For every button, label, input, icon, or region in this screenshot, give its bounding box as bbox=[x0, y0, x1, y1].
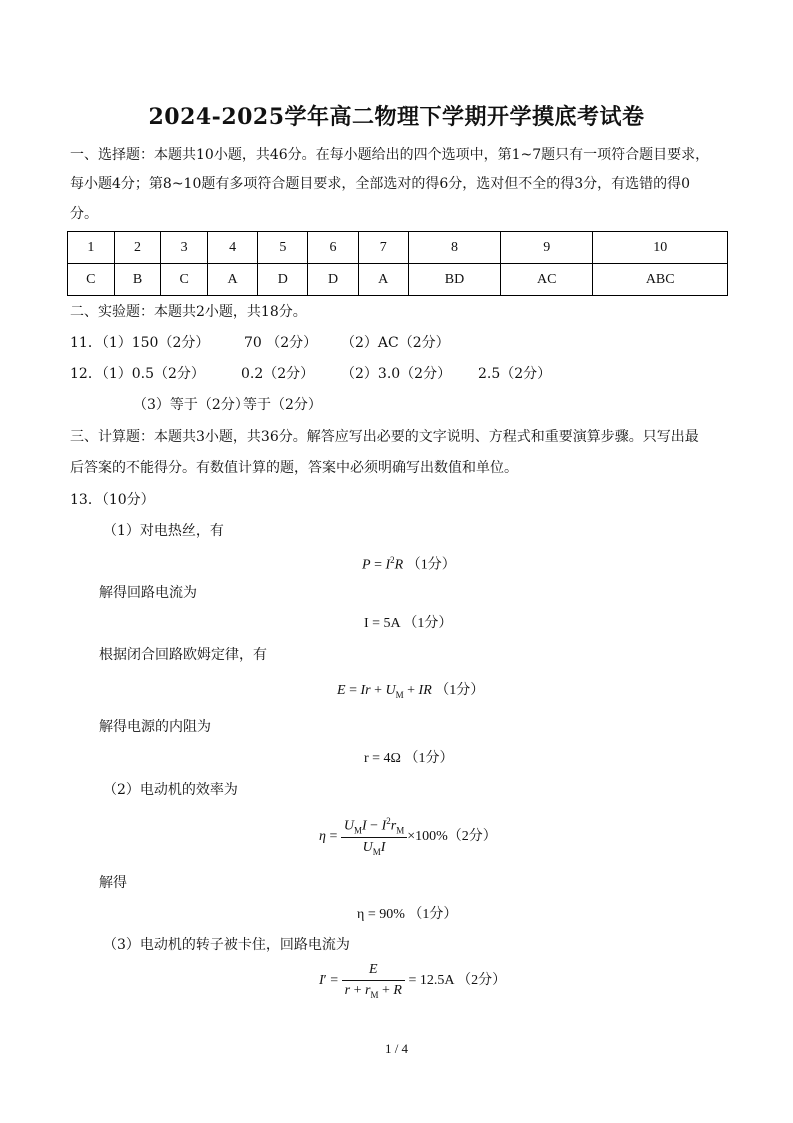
question-number: 10 bbox=[593, 232, 728, 264]
question-number: 9 bbox=[501, 232, 593, 264]
equation-current-text: I = 5A bbox=[364, 616, 400, 631]
q11-part1-answer1: 11．（1）150（2分） bbox=[70, 335, 210, 351]
stalled-current-result: = 12.5A bbox=[408, 973, 454, 989]
answer-cell: AC bbox=[501, 264, 593, 296]
score-label: （1分） bbox=[403, 616, 453, 631]
stalled-current-fraction: $\frac{E}{r + r_M + R}$ bbox=[342, 962, 405, 1000]
q13-solve-internal-resistance: 解得电源的内阻为 bbox=[99, 719, 211, 735]
question-number: 1 bbox=[68, 232, 115, 264]
equation-eta-text: η = 90% bbox=[357, 907, 405, 922]
answer-table bbox=[67, 231, 728, 296]
section1-intro-line1: 一、选择题：本题共10小题，共46分。在每小题给出的四个选项中，第1~7题只有一项符合题目要求， bbox=[70, 147, 710, 163]
section3-intro-line2: 后答案的不能得分。有数值计算的题，答案中必须明确写出数值和单位。 bbox=[70, 460, 518, 476]
equation-stalled-current: I′ = $\frac{E}{r + r_M + R}$ = 12.5A （2分） bbox=[319, 962, 507, 1000]
question-number: 7 bbox=[358, 232, 408, 264]
q12-part3-answer2: 等于（2分） bbox=[243, 397, 322, 413]
question-number: 3 bbox=[161, 232, 208, 264]
q12-part1-answer2: 0.2（2分） bbox=[241, 366, 315, 382]
equation-efficiency-result bbox=[357, 907, 457, 923]
answer-cell: C bbox=[161, 264, 208, 296]
question-number: 6 bbox=[308, 232, 358, 264]
page-number: 1 / 4 bbox=[384, 1041, 409, 1056]
equation-r-text: r = 4Ω bbox=[364, 751, 401, 766]
equation-current bbox=[364, 616, 452, 632]
equation-efficiency: η = $\frac{U_MI - I^2r_M}{U_MI}$ ×100%（2分） bbox=[319, 816, 497, 858]
page-title: 2024-2025学年高二物理下学期开学摸底考试卷 bbox=[148, 104, 645, 130]
q11-part1-answer2: 70 （2分） bbox=[244, 335, 318, 351]
score-label: （1分） bbox=[408, 907, 458, 922]
score-label: （1分） bbox=[404, 751, 454, 766]
section1-intro-line2: 每小题4分；第8~10题有多项符合题目要求，全部选对的得6分，选对但不全的得3分，有选错的得0 bbox=[70, 176, 691, 192]
q11-part2-answer: （2）AC（2分） bbox=[341, 335, 450, 351]
score-label: （1分） bbox=[406, 557, 456, 573]
answer-cell: BD bbox=[408, 264, 500, 296]
question-number: 4 bbox=[208, 232, 258, 264]
equation-power: $P = I^2R$ （1分） bbox=[362, 555, 456, 573]
answer-cell: D bbox=[258, 264, 308, 296]
q12-part2-answer2: 2.5（2分） bbox=[478, 366, 552, 382]
answer-table-answer-row bbox=[68, 264, 728, 296]
score-label: ×100%（2分） bbox=[407, 828, 497, 844]
answer-cell: ABC bbox=[593, 264, 728, 296]
answer-cell: D bbox=[308, 264, 358, 296]
q13-part1-label: （1）对电热丝，有 bbox=[103, 523, 224, 539]
section1-intro-line3: 分。 bbox=[70, 206, 98, 222]
q12-part1-answer1: 12．（1）0.5（2分） bbox=[70, 366, 205, 382]
efficiency-fraction: $\frac{U_MI - I^2r_M}{U_MI}$ bbox=[341, 816, 407, 857]
q13-part2-label: （2）电动机的效率为 bbox=[103, 782, 238, 798]
answer-cell: A bbox=[208, 264, 258, 296]
equation-closed-circuit: $E = Ir + U_M$ + IR （1分） bbox=[337, 683, 485, 700]
q12-part2-answer1: （2）3.0（2分） bbox=[341, 366, 452, 382]
q13-part3-label: （3）电动机的转子被卡住，回路电流为 bbox=[103, 937, 350, 953]
score-label: （2分） bbox=[457, 973, 507, 989]
section2-heading: 二、实验题：本题共2小题，共18分。 bbox=[70, 304, 307, 320]
q13-solve-current: 解得回路电流为 bbox=[99, 585, 197, 601]
answer-cell: A bbox=[358, 264, 408, 296]
answer-cell: C bbox=[68, 264, 115, 296]
question-number: 8 bbox=[408, 232, 500, 264]
section3-intro-line1: 三、计算题：本题共3小题，共36分。解答应写出必要的文字说明、方程式和重要演算步骤。只写出最 bbox=[70, 429, 699, 445]
q13-ohm-law: 根据闭合回路欧姆定律，有 bbox=[99, 647, 267, 663]
q12-part3-answer1: （3）等于（2分） bbox=[133, 397, 249, 413]
question-number: 5 bbox=[258, 232, 308, 264]
question-number: 2 bbox=[114, 232, 161, 264]
equation-internal-resistance bbox=[364, 751, 453, 767]
q13-solve-label: 解得 bbox=[99, 875, 127, 891]
q13-header: 13．（10分） bbox=[70, 492, 155, 508]
answer-cell: B bbox=[114, 264, 161, 296]
answer-table-number-row bbox=[68, 232, 728, 264]
score-label: （1分） bbox=[435, 683, 485, 698]
